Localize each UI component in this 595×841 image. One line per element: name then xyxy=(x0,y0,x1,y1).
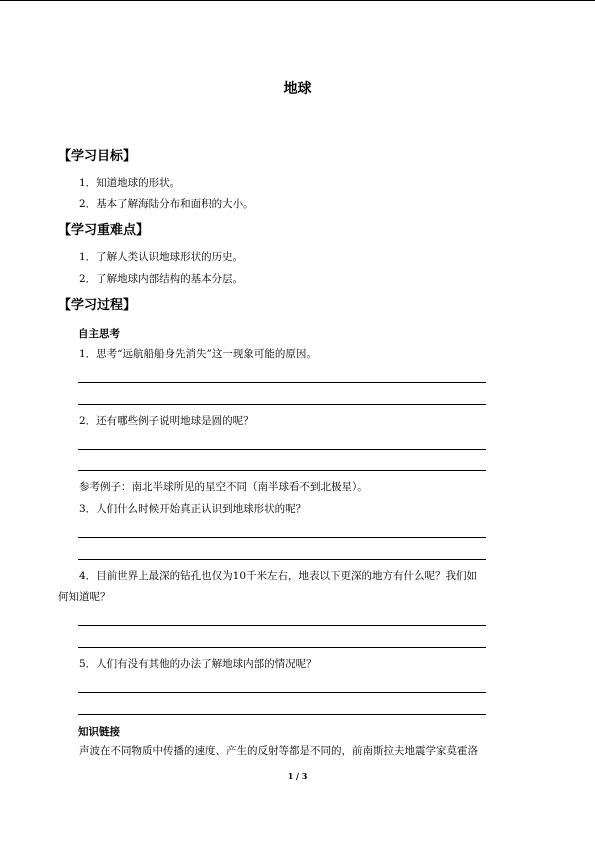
objective-item-1: 1．知道地球的形状。 xyxy=(79,177,181,189)
section-heading-key-points: 【学习重难点】 xyxy=(58,223,150,238)
question-3: 3．人们什么时候开始真正认识到地球形状的呢？ xyxy=(79,503,307,515)
section-heading-objectives: 【学习目标】 xyxy=(58,149,137,164)
answer-line[interactable] xyxy=(78,647,486,648)
answer-line[interactable] xyxy=(78,537,486,538)
question-2: 2．还有哪些例子说明地球是圆的呢？ xyxy=(79,415,254,427)
answer-line[interactable] xyxy=(78,714,486,715)
page-number: 1 / 3 xyxy=(287,771,308,781)
knowledge-link-text: 声波在不同物质中传播的速度、产生的反射等都是不同的，前南斯拉夫地震学家莫霍洛 xyxy=(79,745,478,757)
answer-line[interactable] xyxy=(78,559,486,560)
section-heading-process: 【学习过程】 xyxy=(58,298,137,313)
key-point-item-1: 1．了解人类认识地球形状的历史。 xyxy=(79,251,244,263)
question-1: 1．思考“远航船船身先消失”这一现象可能的原因。 xyxy=(79,348,317,360)
header-rule xyxy=(0,0,595,1)
question-4-line-2: 何知道呢？ xyxy=(58,591,111,603)
answer-line[interactable] xyxy=(78,404,486,405)
subheading-knowledge-link: 知识链接 xyxy=(78,726,120,738)
answer-line[interactable] xyxy=(78,382,486,383)
answer-line[interactable] xyxy=(78,470,486,471)
answer-line[interactable] xyxy=(78,449,486,450)
page-title: 地球 xyxy=(283,81,312,97)
objective-item-2: 2．基本了解海陆分布和面积的大小。 xyxy=(79,198,254,210)
key-point-item-2: 2．了解地球内部结构的基本分层。 xyxy=(79,273,244,285)
question-4-line-1: 4．目前世界上最深的钻孔也仅为10千米左右，地表以下更深的地方有什么呢？我们如 xyxy=(79,570,478,582)
question-5: 5．人们有没有其他的办法了解地球内部的情况呢？ xyxy=(79,658,317,670)
subheading-self-thinking: 自主思考 xyxy=(78,328,120,340)
answer-line[interactable] xyxy=(78,692,486,693)
reference-example: 参考例子：南北半球所见的星空不同（南半球看不到北极星）。 xyxy=(79,481,368,493)
answer-line[interactable] xyxy=(78,625,486,626)
